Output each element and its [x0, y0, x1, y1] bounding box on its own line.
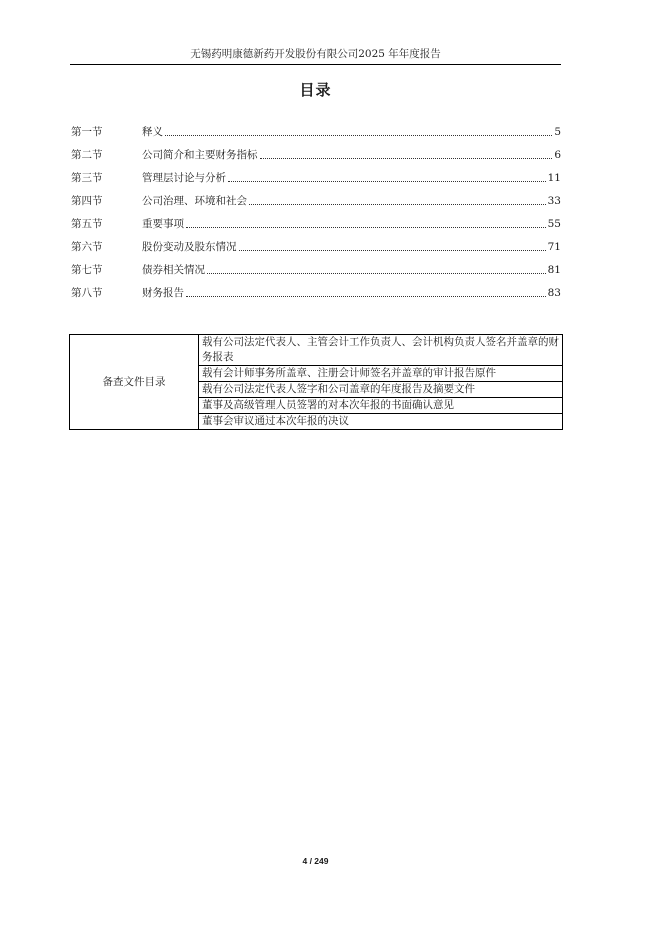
toc-dot-leader	[239, 250, 546, 251]
reference-document-item: 董事及高级管理人员签署的对本次年报的书面确认意见	[199, 398, 563, 414]
toc-dot-leader	[186, 296, 546, 297]
reference-documents-table	[69, 334, 563, 430]
toc-entry[interactable]	[71, 120, 561, 143]
toc-section-title: 公司简介和主要财务指标	[142, 149, 258, 161]
toc-section-number: 第二节	[71, 149, 103, 161]
toc-page-number: 11	[547, 171, 561, 184]
toc-page-number: 5	[554, 125, 561, 138]
toc-entry[interactable]	[71, 143, 561, 166]
reference-documents-label: 备查文件目录	[70, 335, 199, 430]
reference-document-item: 载有公司法定代表人、主管会计工作负责人、会计机构负责人签名并盖章的财务报表	[199, 335, 563, 366]
toc-page-number: 81	[547, 263, 561, 276]
toc-entry[interactable]	[71, 166, 561, 189]
toc-page-number: 33	[547, 194, 561, 207]
toc-section-number: 第三节	[71, 172, 103, 184]
toc-section-number: 第八节	[71, 287, 103, 299]
toc-section-number: 第一节	[71, 126, 103, 138]
toc-section-number: 第五节	[71, 218, 103, 230]
toc-dot-leader	[186, 227, 546, 228]
page-title: 目录	[299, 81, 332, 99]
toc-page-number: 6	[554, 148, 561, 161]
toc-page-number: 71	[547, 240, 561, 253]
toc-section-title: 公司治理、环境和社会	[142, 195, 247, 207]
reference-document-item: 载有公司法定代表人签字和公司盖章的年度报告及摘要文件	[199, 382, 563, 398]
toc-section-title: 释义	[142, 126, 163, 138]
toc-section-title: 股份变动及股东情况	[142, 241, 237, 253]
toc-entry[interactable]	[71, 212, 561, 235]
toc-section-title: 管理层讨论与分析	[142, 172, 226, 184]
toc-entry[interactable]	[71, 235, 561, 258]
toc-entry[interactable]	[71, 281, 561, 304]
table-row	[70, 335, 563, 366]
toc-dot-leader	[165, 135, 552, 136]
toc-section-number: 第四节	[71, 195, 103, 207]
toc-dot-leader	[207, 273, 546, 274]
toc-section-title: 债券相关情况	[142, 264, 205, 276]
toc-dot-leader	[228, 181, 546, 182]
header-divider	[70, 64, 561, 65]
toc-section-title: 重要事项	[142, 218, 184, 230]
toc-dot-leader	[249, 204, 546, 205]
toc-entry[interactable]	[71, 189, 561, 212]
toc-page-number: 55	[547, 217, 561, 230]
toc-section-title: 财务报告	[142, 287, 184, 299]
table-of-contents	[71, 120, 561, 304]
page-number-footer: 4 / 249	[302, 856, 329, 866]
toc-page-number: 83	[547, 286, 561, 299]
toc-entry[interactable]	[71, 258, 561, 281]
toc-section-number: 第六节	[71, 241, 103, 253]
toc-dot-leader	[260, 158, 553, 159]
toc-section-number: 第七节	[71, 264, 103, 276]
report-header: 无锡药明康德新药开发股份有限公司2025 年年度报告	[190, 48, 441, 60]
reference-document-item: 载有会计师事务所盖章、注册会计师签名并盖章的审计报告原件	[199, 366, 563, 382]
reference-document-item: 董事会审议通过本次年报的决议	[199, 414, 563, 430]
